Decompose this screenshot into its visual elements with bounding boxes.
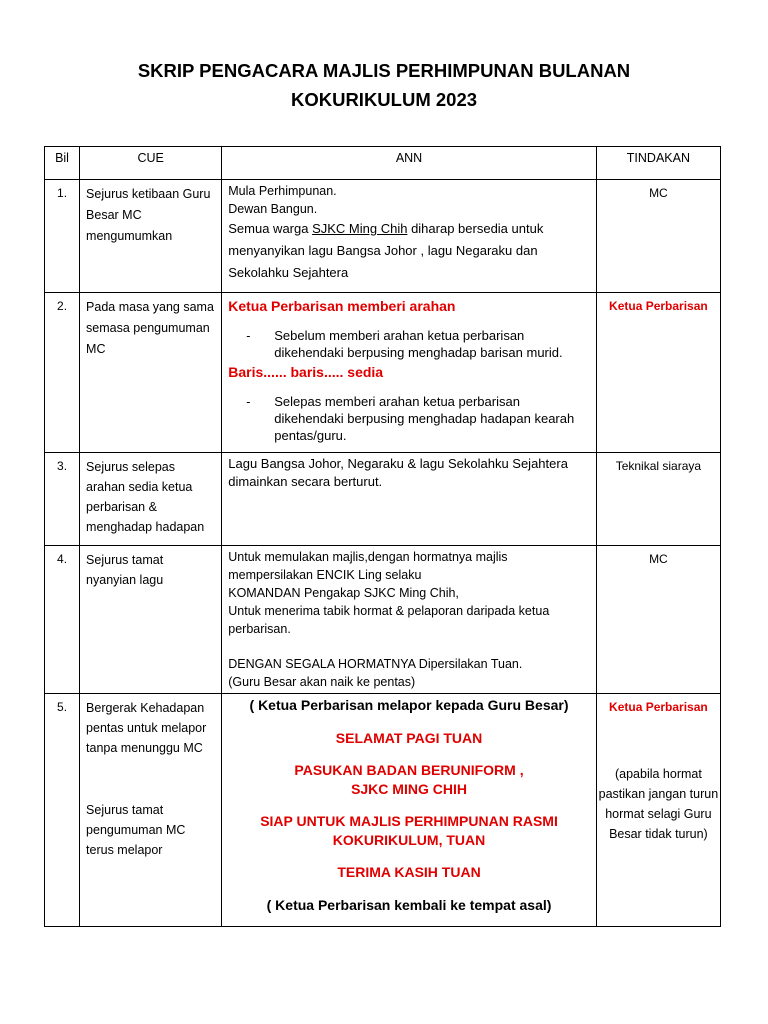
ann-cell	[222, 694, 597, 927]
ann-text: DENGAN SEGALA HORMATNYA Dipersilakan Tuan.	[228, 657, 523, 671]
ann-heading: Ketua Perbarisan memberi arahan	[228, 298, 456, 314]
table-row	[45, 694, 721, 927]
report-line: SJKC MING CHIH	[351, 781, 467, 797]
report-outro: ( Ketua Perbarisan kembali ke tempat asal)	[266, 897, 552, 913]
cue-text: Sejurus tamat pengumuman MC terus melapor	[86, 803, 186, 857]
ann-text: (Guru Besar akan naik ke pentas)	[228, 675, 416, 689]
school-name-link: SJKC Ming Chih	[312, 221, 408, 236]
row-number: 5.	[45, 694, 80, 927]
ann-text: Semua warga SJKC Ming Chih diharap bersedia untuk menyanyikan lagu Bangsa Johor , lagu Negaraku dan Sekolahku Sejahtera	[228, 221, 544, 280]
header-ann: ANN	[222, 147, 597, 180]
table-row	[45, 546, 721, 694]
action-cell: Ketua Perbarisan	[596, 293, 720, 453]
action-cell: MC	[596, 180, 720, 293]
title-line-1: SKRIP PENGACARA MAJLIS PERHIMPUNAN BULANAN	[137, 60, 631, 81]
row-number: 4.	[45, 546, 80, 694]
cue-cell: Pada masa yang sama semasa pengumuman MC	[80, 293, 222, 453]
action-cell: Teknikal siaraya	[596, 453, 720, 546]
action-note: (apabila hormat pastikan jangan turun hormat selagi Guru Besar tidak turun)	[598, 767, 719, 841]
ann-text: Dewan Bangun.	[228, 202, 318, 216]
row-number: 2.	[45, 293, 80, 453]
ann-cell	[222, 180, 597, 293]
table-row	[45, 180, 721, 293]
action-cell: MC	[596, 546, 720, 694]
ann-text: Untuk menerima tabik hormat & pelaporan daripada ketua perbarisan.	[228, 604, 550, 636]
parade-command: Baris...... baris..... sedia	[228, 364, 384, 380]
ann-text: Lagu Bangsa Johor, Negaraku & lagu Sekolahku Sejahtera dimainkan secara berturut.	[228, 456, 568, 489]
bullet-item: - Sebelum memberi arahan ketua perbarisan dikehendaki berpusing menghadap barisan murid.	[246, 328, 563, 360]
script-table	[44, 146, 721, 927]
cue-cell: Sejurus tamat nyanyian lagu	[80, 546, 222, 694]
document-title	[0, 56, 768, 114]
ann-cell	[222, 293, 597, 453]
report-line: TERIMA KASIH TUAN	[337, 864, 481, 880]
cue-text: Bergerak Kehadapan pentas untuk melapor tanpa menunggu MC	[86, 701, 207, 755]
ann-cell	[222, 546, 597, 694]
report-line: PASUKAN BADAN BERUNIFORM ,	[294, 762, 524, 778]
cue-cell: Sejurus ketibaan Guru Besar MC mengumumkan	[80, 180, 222, 293]
report-line: SELAMAT PAGI TUAN	[335, 730, 483, 746]
table-header-row	[45, 147, 721, 180]
table-row	[45, 453, 721, 546]
report-intro: ( Ketua Perbarisan melapor kepada Guru Besar)	[249, 697, 569, 713]
header-cue: CUE	[80, 147, 222, 180]
header-bil: Bil	[45, 147, 80, 180]
report-line: KOKURIKULUM, TUAN	[332, 832, 486, 848]
bullet-item: - Selepas memberi arahan ketua perbarisan dikehendaki berpusing menghadap hadapan kearah pentas/guru.	[246, 394, 575, 443]
row-number: 3.	[45, 453, 80, 546]
report-line: SIAP UNTUK MAJLIS PERHIMPUNAN RASMI	[260, 813, 558, 829]
ann-cell	[222, 453, 597, 546]
table-row	[45, 293, 721, 453]
action-cell	[596, 694, 720, 927]
title-line-2: KOKURIKULUM 2023	[290, 89, 478, 110]
ann-text: Mula Perhimpunan.	[228, 184, 337, 198]
cue-cell: Sejurus selepas arahan sedia ketua perbarisan & menghadap hadapan	[80, 453, 222, 546]
header-action: TINDAKAN	[596, 147, 720, 180]
ann-text: Untuk memulakan majlis,dengan hormatnya majlis mempersilakan ENCIK Ling selaku	[228, 550, 508, 582]
action-role: Ketua Perbarisan	[609, 700, 708, 714]
row-number: 1.	[45, 180, 80, 293]
ann-text: KOMANDAN Pengakap SJKC Ming Chih,	[228, 586, 459, 600]
cue-cell	[80, 694, 222, 927]
